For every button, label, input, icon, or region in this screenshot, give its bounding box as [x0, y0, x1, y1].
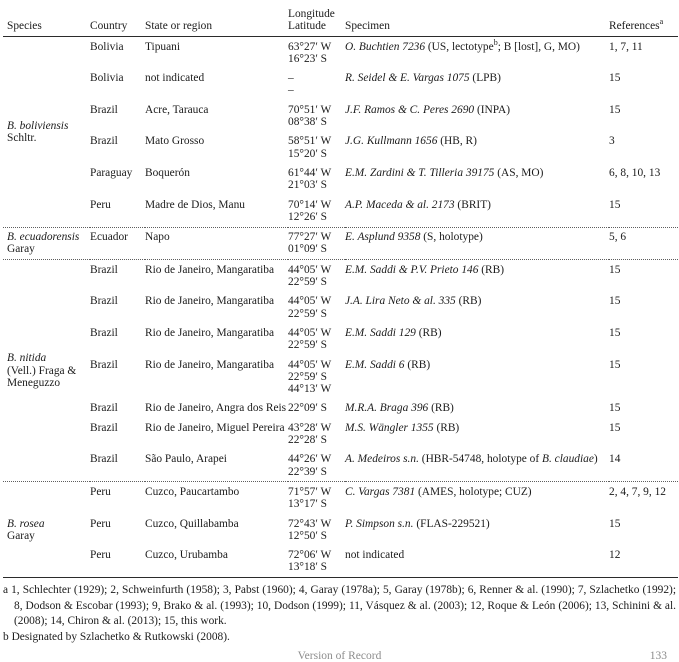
- longitude-value: 72°06′ W: [288, 549, 332, 562]
- footnote-a-marker: a: [3, 584, 9, 597]
- region-cell: Rio de Janeiro, Mangaratiba: [145, 358, 275, 371]
- coordinates-cell: [288, 260, 345, 292]
- references-footnote-marker: a: [659, 17, 664, 26]
- specimen-herbarium: (US, lectotype: [427, 40, 494, 53]
- species-author: (Vell.) Fraga & Meneguzzo: [7, 364, 77, 389]
- longitude-value: 44°26′ W: [288, 453, 332, 466]
- specimen-herbarium: (HBR-54748, holotype of: [421, 453, 543, 466]
- specimen-cell: [345, 69, 609, 101]
- page-footer: [0, 650, 679, 662]
- latitude-value: 22°59′ S: [288, 339, 328, 352]
- country-cell: Bolivia: [90, 40, 124, 53]
- coordinates-cell: [288, 323, 345, 355]
- country-cell: Peru: [90, 195, 145, 227]
- latitude-value: 15°20′ S: [288, 147, 328, 160]
- column-header-species-label: Species: [7, 19, 42, 32]
- specimen-herbarium: (S, holotype): [423, 231, 483, 244]
- column-header-longitude-label: Longitude: [288, 7, 335, 20]
- references-cell: 15: [609, 517, 621, 530]
- specimen-cell: [345, 482, 609, 514]
- specimen-cell: [345, 450, 609, 482]
- references-cell: 1, 7, 11: [609, 40, 643, 53]
- specimen-herbarium: (INPA): [476, 103, 511, 116]
- species-name: B. nitida: [7, 352, 47, 365]
- specimen-cell: [345, 418, 609, 450]
- specimen-cell: [345, 514, 609, 546]
- table-row: [3, 355, 678, 399]
- region-cell: Rio de Janeiro, Miguel Pereira: [145, 421, 285, 434]
- table-row: [3, 546, 678, 578]
- column-header-species: [3, 4, 90, 37]
- specimen-collector: E. Asplund 9358: [345, 231, 424, 244]
- region-cell: Mato Grosso: [145, 135, 205, 148]
- references-cell: 15: [609, 72, 621, 85]
- region-cell: Cuzco, Urubamba: [145, 546, 288, 578]
- specimen-collector: J.A. Lira Neto & al. 335: [345, 295, 459, 308]
- country-cell: Bolivia: [90, 72, 124, 85]
- country-cell: Peru: [90, 517, 111, 530]
- footer-page-number: 133: [649, 650, 667, 662]
- table-footnotes: [3, 583, 676, 645]
- specimen-herbarium: (BRIT): [457, 198, 491, 211]
- region-cell: Cuzco, Quillabamba: [145, 517, 239, 530]
- species-author: Garay: [7, 529, 35, 542]
- latitude-value: 12°26′ S: [288, 210, 328, 223]
- species-author: Schltr.: [7, 131, 37, 144]
- lectotype-footnote-marker: b: [493, 37, 498, 47]
- specimen-collector: C. Vargas 7381: [345, 485, 418, 498]
- specimen-collector: A.P. Maceda & al. 2173: [345, 198, 458, 211]
- coordinates-cell: [288, 69, 345, 101]
- latitude-value: 13°17′ S: [288, 498, 328, 511]
- specimen-collector: R. Seidel & E. Vargas 1075: [345, 72, 473, 85]
- specimen-cell: [345, 323, 609, 355]
- specimen-herbarium: (FLAS-229521): [416, 517, 490, 530]
- longitude-value: 44°05′ W: [288, 295, 332, 308]
- references-cell: 15: [609, 402, 621, 415]
- references-cell: 14: [609, 450, 678, 482]
- references-cell: 15: [609, 295, 621, 308]
- coordinates-cell: [288, 399, 345, 418]
- region-cell: Rio de Janeiro, Mangaratiba: [145, 326, 275, 339]
- specimen-collector: E.M. Saddi 6: [345, 358, 408, 371]
- specimen-cell: [345, 100, 609, 132]
- footnote-a-text: 1, Schlechter (1929); 2, Schweinfurth (1958); 3, Pabst (1960); 4, Garay (1978a); 5, Garay (1978b); 6, Renner & al. (1990); 7, Szlachetko (1992); 8, Dodson & Escobar (1993); 9, Brako & al. (1993); 10, Dodson (1999); 11, Vásquez & al. (2003); 12, Roque & León (2006); 13, Schinini & al. (2008); 14, Chiron & al. (2013); 15, this work.: [11, 584, 676, 628]
- table-row: [3, 69, 678, 101]
- region-cell: not indicated: [145, 72, 205, 85]
- column-header-specimen: [345, 4, 609, 37]
- country-cell: Brazil: [90, 326, 118, 339]
- country-cell: Peru: [90, 485, 111, 498]
- coordinates-cell: [288, 482, 345, 514]
- page: [0, 4, 679, 662]
- species-cell: [3, 37, 90, 228]
- specimen-cell: [345, 227, 609, 260]
- column-header-latitude-label: Latitude: [288, 19, 326, 32]
- footer-center-text: Version of Record: [297, 650, 382, 662]
- coordinates-cell: [288, 195, 345, 227]
- footnote-b-text: Designated by Szlachetko & Rutkowski (2008).: [11, 630, 230, 643]
- specimen-cell: [345, 546, 609, 578]
- table-row: [3, 292, 678, 324]
- table-row: [3, 514, 678, 546]
- references-cell: 15: [609, 421, 621, 434]
- region-cell: Cuzco, Paucartambo: [145, 485, 240, 498]
- footnote-a: [3, 583, 676, 630]
- coordinates-cell: [288, 514, 345, 546]
- country-cell: Ecuador: [90, 227, 145, 260]
- specimen-collector: E.M. Saddi 129: [345, 326, 419, 339]
- longitude-value: 70°51′ W: [288, 103, 332, 116]
- specimen-herbarium: not indicated: [345, 549, 405, 562]
- specimen-herbarium-2: ; B [lost], G, MO): [497, 40, 580, 53]
- longitude-value: 63°27′ W: [288, 40, 332, 53]
- specimen-cell: [345, 355, 609, 399]
- coordinates-cell: [288, 355, 345, 399]
- region-cell: Madre de Dios, Manu: [145, 195, 288, 227]
- table-row: [3, 450, 678, 482]
- specimen-collector: A. Medeiros s.n.: [345, 453, 422, 466]
- table-row: [3, 132, 678, 164]
- table-row: [3, 418, 678, 450]
- specimen-collector: E.M. Zardini & T. Tilleria 39175: [345, 166, 498, 179]
- region-cell: Rio de Janeiro, Mangaratiba: [145, 295, 275, 308]
- coordinates-cell: [288, 163, 345, 195]
- species-name: B. ecuadorensis: [7, 231, 80, 244]
- latitude-value: 21°03′ S: [288, 179, 328, 192]
- species-cell: [3, 227, 90, 260]
- coordinates-cell: [288, 418, 345, 450]
- latitude-value: 16°23′ S: [288, 52, 328, 65]
- species-cell: [3, 260, 90, 482]
- references-cell: 15: [609, 195, 678, 227]
- longitude-value: 44°05′ W: [288, 263, 332, 276]
- species-cell: [3, 482, 90, 578]
- latitude-value: 22°59′ S: [288, 370, 328, 383]
- header-row: [3, 4, 678, 37]
- latitude-value: 22°59′ S: [288, 307, 328, 320]
- coordinates-cell: [288, 292, 345, 324]
- table-row: [3, 163, 678, 195]
- latitude-value: 13°18′ S: [288, 561, 328, 574]
- column-header-region-label: State or region: [145, 19, 213, 32]
- references-cell: 5, 6: [609, 227, 678, 260]
- longitude-value: 58°51′ W: [288, 135, 332, 148]
- column-header-country: [90, 4, 145, 37]
- column-header-specimen-label: Specimen: [345, 19, 390, 32]
- specimen-collector: M.S. Wängler 1355: [345, 421, 437, 434]
- references-cell: 12: [609, 546, 678, 578]
- specimen-cell: [345, 399, 609, 418]
- species-name: B. boliviensis: [7, 119, 69, 132]
- references-cell: 15: [609, 263, 621, 276]
- specimen-herbarium: (RB): [481, 263, 505, 276]
- latitude-value: 01°09′ S: [288, 243, 328, 256]
- specimen-herbarium: (RB): [431, 402, 454, 415]
- latitude-value: 22°28′ S: [288, 434, 328, 447]
- specimen-collector: J.G. Kullmann 1656: [345, 135, 441, 148]
- table-row: [3, 195, 678, 227]
- coordinates-cell: [288, 450, 345, 482]
- country-cell: Brazil: [90, 450, 145, 482]
- country-cell: Paraguay: [90, 166, 133, 179]
- specimen-herbarium: (AS, MO): [497, 166, 544, 179]
- table-row: [3, 227, 678, 260]
- footnote-b-marker: b: [3, 630, 9, 643]
- column-header-references-label: References: [609, 19, 660, 32]
- specimen-herbarium: (RB): [458, 295, 482, 308]
- table-row: [3, 260, 678, 292]
- specimen-taxon-name: B. claudiae: [542, 453, 594, 466]
- longitude-value: 72°43′ W: [288, 517, 332, 530]
- table-row: [3, 482, 678, 514]
- coordinates-cell: [288, 546, 345, 578]
- country-cell: Brazil: [90, 103, 118, 116]
- coordinates-cell: [288, 100, 345, 132]
- region-cell: Boquerón: [145, 166, 190, 179]
- footnote-b: [3, 630, 676, 646]
- specimen-herbarium: (LPB): [472, 72, 501, 85]
- species-name: B. rosea: [7, 517, 45, 530]
- specimen-cell: [345, 260, 609, 292]
- specimen-herbarium: (AMES, holotype; CUZ): [418, 485, 532, 498]
- column-header-coordinates: [288, 4, 345, 37]
- country-cell: Brazil: [90, 358, 118, 371]
- table-row: [3, 323, 678, 355]
- coordinates-cell: [288, 227, 345, 260]
- coordinates-cell: [288, 132, 345, 164]
- column-header-references: [609, 4, 678, 37]
- table-row: [3, 399, 678, 418]
- references-cell: 2, 4, 7, 9, 12: [609, 485, 666, 498]
- specimen-collector: O. Buchtien 7236: [345, 40, 428, 53]
- latitude-value: 08°38′ S: [288, 116, 328, 129]
- longitude-value: 70°14′ W: [288, 198, 332, 211]
- latitude-value: 22°09′ S: [288, 402, 328, 415]
- region-cell: Rio de Janeiro, Angra dos Reis: [145, 402, 287, 415]
- region-cell: São Paulo, Arapei: [145, 450, 288, 482]
- longitude-value: –: [288, 72, 294, 85]
- specimen-cell: [345, 292, 609, 324]
- latitude-value: 22°39′ S: [288, 465, 328, 478]
- longitude-value: 43°28′ W: [288, 421, 332, 434]
- longitude-value-2: 44°13′ W: [288, 383, 332, 396]
- country-cell: Peru: [90, 546, 145, 578]
- table-row: [3, 37, 678, 69]
- country-cell: Brazil: [90, 135, 118, 148]
- specimen-herbarium: (RB): [418, 326, 442, 339]
- specimen-cell: [345, 37, 609, 69]
- region-cell: Napo: [145, 227, 288, 260]
- specimens-table: [3, 4, 678, 578]
- country-cell: Brazil: [90, 263, 118, 276]
- country-cell: Brazil: [90, 421, 118, 434]
- specimen-cell: [345, 195, 609, 227]
- specimen-herbarium-2: ): [593, 453, 598, 466]
- specimen-collector: J.F. Ramos & C. Peres 2690: [345, 103, 477, 116]
- country-cell: Brazil: [90, 402, 118, 415]
- references-cell: 6, 8, 10, 13: [609, 166, 661, 179]
- column-header-region: [145, 4, 288, 37]
- longitude-value: 71°57′ W: [288, 485, 332, 498]
- latitude-value: 22°59′ S: [288, 276, 328, 289]
- specimen-herbarium: (RB): [407, 358, 431, 371]
- latitude-value: –: [288, 84, 294, 97]
- references-cell: 15: [609, 358, 621, 371]
- specimen-collector: E.M. Saddi & P.V. Prieto 146: [345, 263, 482, 276]
- region-cell: Tipuani: [145, 40, 181, 53]
- region-cell: Acre, Tarauca: [145, 103, 209, 116]
- longitude-value: 77°27′ W: [288, 231, 332, 244]
- longitude-value: 44°05′ W: [288, 326, 332, 339]
- specimen-herbarium: (RB): [436, 421, 460, 434]
- country-cell: Brazil: [90, 295, 118, 308]
- species-author: Garay: [7, 243, 35, 256]
- table-row: [3, 100, 678, 132]
- longitude-value: 44°05′ W: [288, 358, 332, 371]
- references-cell: 15: [609, 103, 621, 116]
- specimen-collector: M.R.A. Braga 396: [345, 402, 432, 415]
- references-cell: 15: [609, 326, 621, 339]
- specimen-cell: [345, 132, 609, 164]
- region-cell: Rio de Janeiro, Mangaratiba: [145, 263, 275, 276]
- latitude-value: 12°50′ S: [288, 529, 328, 542]
- specimen-herbarium: (HB, R): [440, 135, 477, 148]
- specimen-cell: [345, 163, 609, 195]
- coordinates-cell: [288, 37, 345, 69]
- longitude-value: 61°44′ W: [288, 166, 332, 179]
- column-header-country-label: Country: [90, 19, 128, 32]
- specimen-collector: P. Simpson s.n.: [345, 517, 417, 530]
- references-cell: 3: [609, 135, 615, 148]
